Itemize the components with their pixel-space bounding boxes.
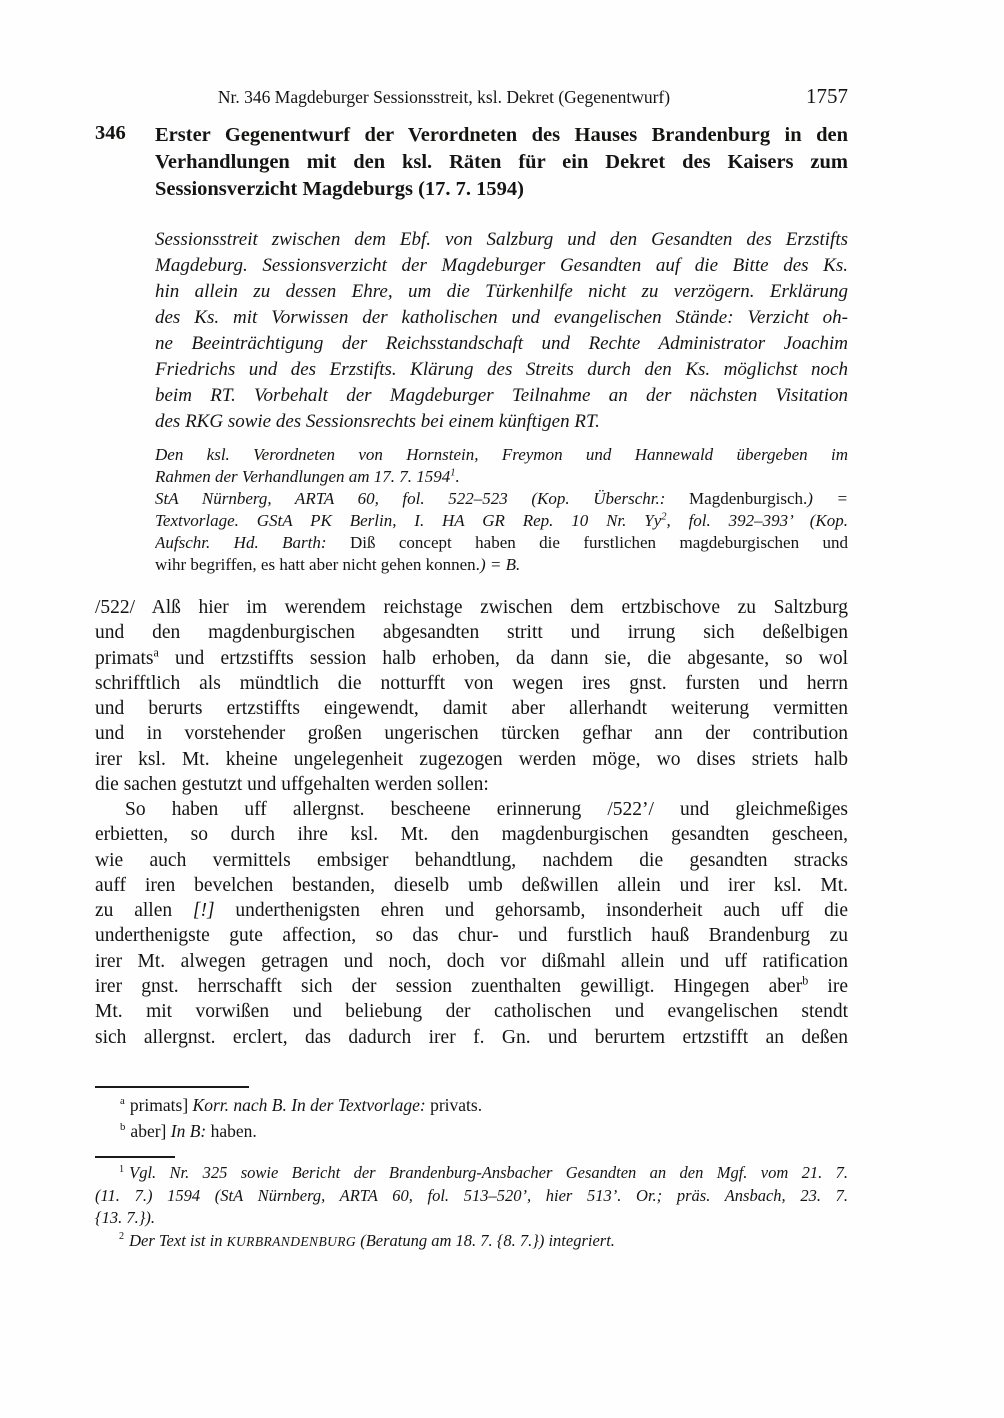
footnote-b	[95, 1119, 848, 1145]
text-line: und in vorstehender großen ungerischen türcken gefhar ann der contribution	[95, 723, 848, 745]
text-line: Den ksl. Verordneten von Hornstein, Freymon und Hannewald übergeben im	[155, 445, 848, 464]
text-line: Mt. mit vorwißen und beliebung der catholischen und evangelischen stendt	[95, 1001, 848, 1023]
text-line: $^b$ aber] In B: haben.	[120, 1120, 257, 1141]
document-number: 346	[95, 122, 126, 144]
text-line: Sessionsverzicht Magdeburgs (17. 7. 1594)	[155, 178, 524, 200]
text-line: Aufschr. Hd. Barth: Diß concept haben die furstlichen magdeburgischen und	[155, 533, 848, 552]
footnote-marker: a	[120, 1095, 125, 1108]
numbered-footnotes	[95, 1162, 848, 1252]
text-line: ne Beeinträchtigung der Reichsstandschaft und Rechte Administrator Joachim	[155, 333, 848, 354]
footnote-marker: 2	[119, 1231, 125, 1243]
text-line: irer Mt. alwegen getragen und noch, doch vor dißmahl allein und uff ratification	[95, 950, 848, 972]
text-line: {13. 7.}).	[95, 1208, 155, 1228]
text-line: Textvorlage. GStA PK Berlin, I. HA GR Rep. 10 Nr. Yy$^2$, fol. 392–393’ (Kop.	[155, 511, 848, 530]
numbered-footnote-separator	[95, 1156, 175, 1158]
text-line: und berurts ertzstiffts eingewendt, damit aber allerhandt weiterung vermitten	[95, 698, 848, 720]
text-line: (11. 7.) 1594 (StA Nürnberg, ARTA 60, fol. 513–520’, hier 513’. Or.; präs. Ansbach, 23. 7.	[95, 1185, 848, 1205]
running-header	[95, 84, 848, 110]
text-line: wie auch vermittels embsiger behandtlung, nachdem die gesandten stracks	[95, 849, 848, 871]
text-line: So haben uff allergnst. bescheene erinnerung /522’/ und gleichmeßiges	[125, 799, 848, 820]
document-heading	[155, 122, 848, 203]
text-line: Rahmen der Verhandlungen am 17. 7. 1594$^1$.	[155, 467, 460, 486]
text-line: sich allergnst. erclert, das dadurch irer f. Gn. und berurtem ertzstifft an deßen	[95, 1026, 848, 1048]
footnote-marker: 1	[119, 1163, 125, 1175]
text-line: Erster Gegenentwurf der Verordneten des Hauses Brandenburg in den	[155, 124, 848, 146]
text-line: auff iren bevelchen bestanden, dieselb umb deßwillen allein und irer ksl. Mt.	[95, 874, 848, 896]
text-line: Sessionsstreit zwischen dem Ebf. von Salzburg und den Gesandten des Erzstifts	[155, 229, 848, 250]
text-line: underthenigste gute affection, so das chur- und furstlich hauß Brandenburg zu	[95, 925, 848, 947]
text-line: $^2$ Der Text ist in KURBRANDENBURG (Beratung am 18. 7. {8. 7.}) integriert.	[119, 1230, 615, 1250]
text-line: irer ksl. Mt. kheine ungelegenheit zugezogen werden möge, wo dises striets halb	[95, 748, 848, 770]
text-line: zu allen [!] underthenigsten ehren und gehorsamb, insonderheit auch uff die	[95, 900, 848, 922]
text-line: Friedrichs und des Erzstifts. Klärung des Streits durch den Ks. möglichst noch	[155, 359, 848, 380]
text-line: schrifftlich als mündtlich die notturfft von wegen ires gnst. fursten und herrn	[95, 672, 848, 694]
text-line: primats$^a$ und ertzstiffts session halb erhoben, da dann sie, die abgesante, so wol	[95, 645, 848, 669]
footnote-marker: b	[120, 1120, 126, 1133]
text-line: des Ks. mit Vorwissen der katholischen und evangelischen Stände: Verzicht oh-	[155, 307, 848, 328]
footnote-1	[95, 1162, 848, 1230]
summary-block	[155, 227, 848, 435]
text-line: $^1$ Vgl. Nr. 325 sowie Bericht der Brandenburg-Ansbacher Gesandten an den Mgf. vom 21. 7.	[119, 1163, 848, 1182]
text-line: $^a$ primats] Korr. nach B. In der Textvorlage: privats.	[120, 1095, 483, 1115]
text-line: hin allein zu dessen Ehre, um die Türkenhilfe nicht zu verzögern. Erklärung	[155, 281, 848, 302]
text-line: und den magdenburgischen abgesandten stritt und irrung sich deßelbigen	[95, 622, 848, 644]
body-paragraph-2	[95, 797, 848, 1050]
text-line: /522/ Alß hier im werendem reichstage zwischen dem ertzbischove zu Saltzburg	[95, 597, 848, 618]
text-line: irer gnst. herrschafft sich der session zuenthalten gewilligt. Hingegen aber$^b$ ire	[95, 974, 848, 998]
text-line: StA Nürnberg, ARTA 60, fol. 522–523 (Kop. Überschr.: Magdenburgisch.) =	[155, 489, 848, 508]
text-line: beim RT. Vorbehalt der Magdeburger Teilnahme an der nächsten Visitation	[155, 385, 848, 406]
apparatus-footnotes	[95, 1093, 848, 1144]
text-line: erbietten, so durch ihre ksl. Mt. den magdenburgischen gesandten gescheen,	[95, 824, 848, 846]
source-note-block	[155, 444, 848, 576]
running-title: Nr. 346 Magdeburger Sessionsstreit, ksl. Dekret (Gegenentwurf)	[217, 87, 671, 107]
text-line: des RKG sowie des Sessionsrechts bei einem künftigen RT.	[155, 411, 600, 432]
page-number: 1757	[806, 84, 848, 108]
apparatus-footnote-separator	[95, 1086, 249, 1088]
text-line: Verhandlungen mit den ksl. Räten für ein Dekret des Kaisers zum	[155, 151, 848, 173]
footnote-a	[95, 1093, 848, 1119]
body-paragraph-1	[95, 595, 848, 797]
footnote-2	[95, 1230, 848, 1253]
text-line: wihr begriffen, es hatt aber nicht gehen konnen.) = B.	[155, 555, 521, 574]
text-line: Magdeburg. Sessionsverzicht der Magdeburger Gesandten auf die Bitte des Ks.	[155, 255, 848, 276]
text-line: die sachen gestutzt und uffgehalten werden sollen:	[95, 774, 489, 796]
